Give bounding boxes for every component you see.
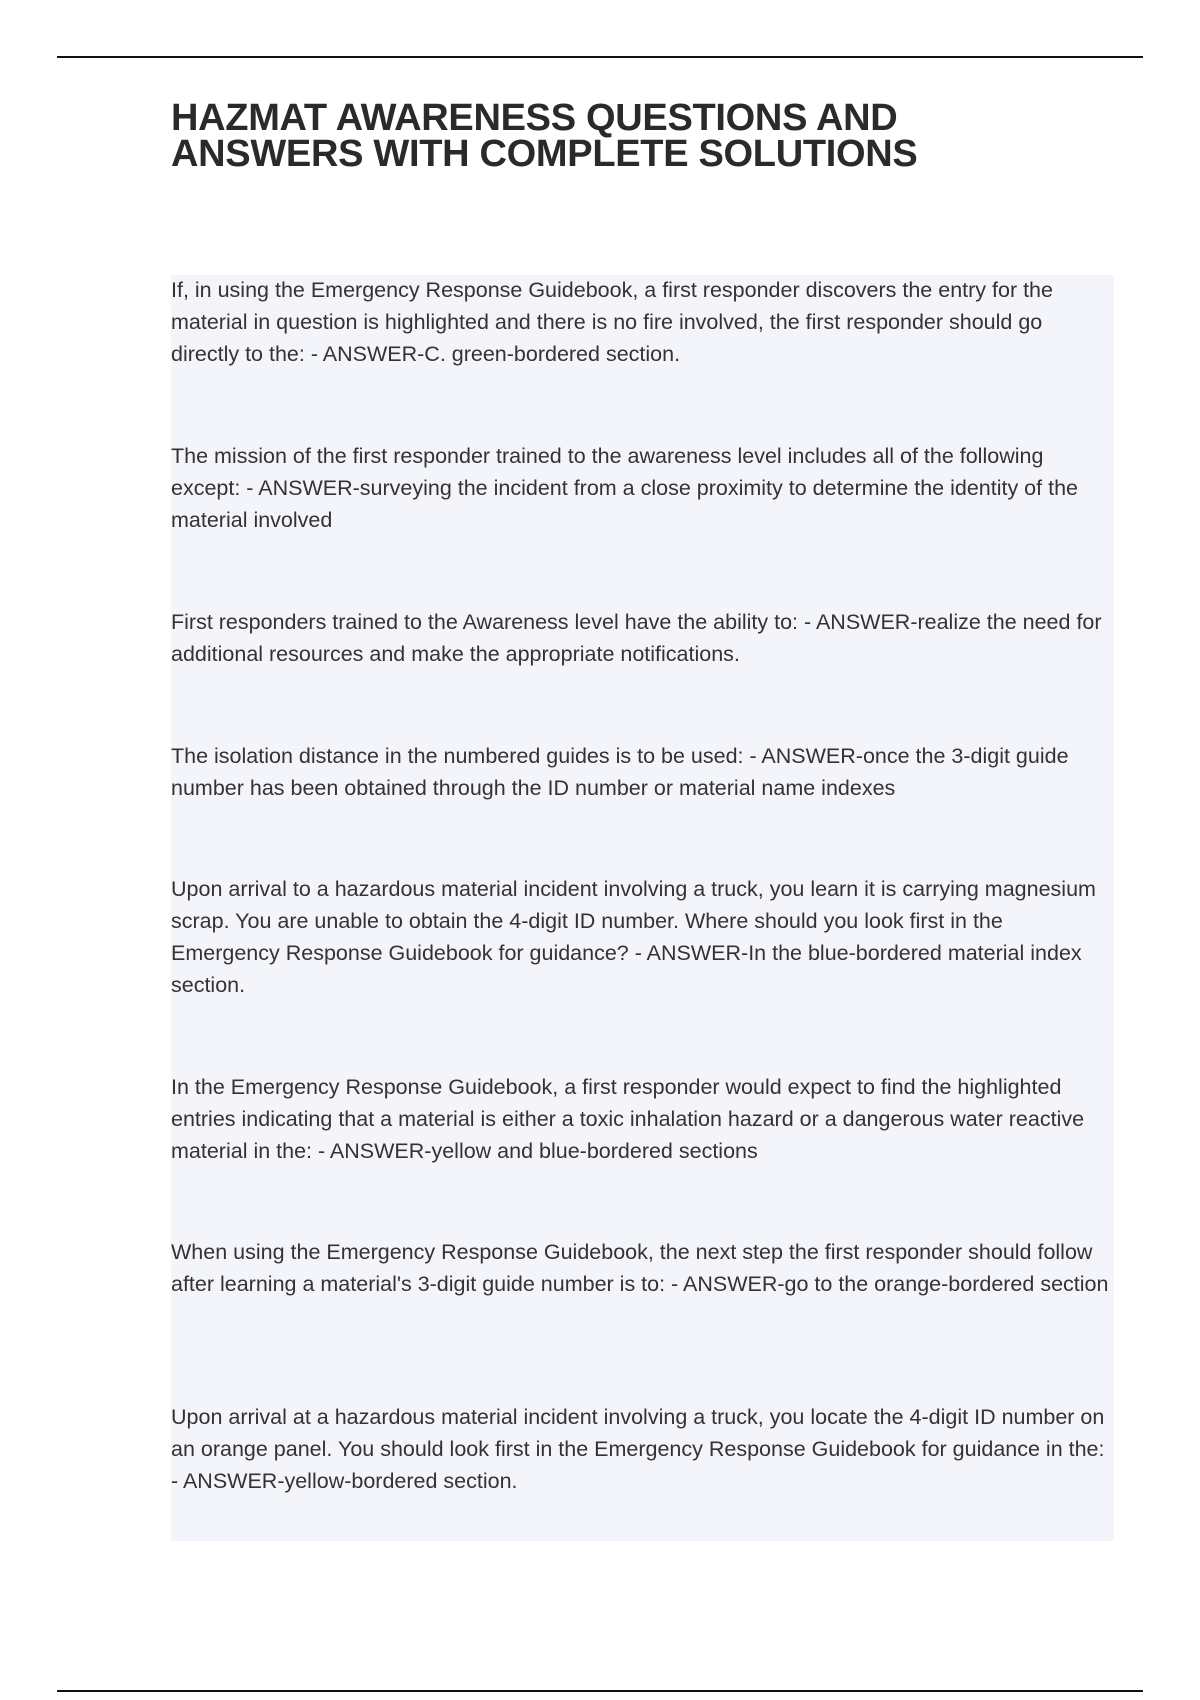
document-title: HAZMAT AWARENESS QUESTIONS AND ANSWERS WITH COMPLETE SOLUTIONS	[171, 97, 918, 175]
top-rule	[57, 56, 1143, 58]
qa-item: The mission of the first responder trained to the awareness level includes all of the following except: - ANSWER-surveying the incident from a close proximity to determine the identity of the material involved	[171, 444, 1078, 532]
bottom-rule	[57, 1690, 1143, 1692]
qa-item: The isolation distance in the numbered guides is to be used: - ANSWER-once the 3-digit guide number has been obtained through the ID number or material name indexes	[171, 744, 1069, 800]
qa-item: First responders trained to the Awareness level have the ability to: - ANSWER-realize the need for additional resources and make the appropriate notifications.	[171, 610, 1102, 666]
qa-item: When using the Emergency Response Guidebook, the next step the first responder should follow after learning a material's 3-digit guide number is to: - ANSWER-go to the orange-bordered section	[171, 1240, 1109, 1296]
qa-item: If, in using the Emergency Response Guidebook, a first responder discovers the entry for the material in question is highlighted and there is no fire involved, the first responder should go directly to the: - ANSWER-C. green-bordered section.	[171, 278, 1053, 366]
qa-item: In the Emergency Response Guidebook, a first responder would expect to find the highlighted entries indicating that a material is either a toxic inhalation hazard or a dangerous water reactive material in the: - ANSWER-yellow and blue-bordered sections	[171, 1075, 1085, 1163]
qa-item: Upon arrival to a hazardous material incident involving a truck, you learn it is carrying magnesium scrap. You are unable to obtain the 4-digit ID number. Where should you look first in the Emergency Response Guidebook for guidance? - ANSWER-In the blue-bordered material index section.	[171, 877, 1096, 997]
qa-item: Upon arrival at a hazardous material incident involving a truck, you locate the 4-digit ID number on an orange panel. You should look first in the Emergency Response Guidebook for guidance in the: - ANSWER-yellow-bordered section.	[171, 1405, 1105, 1493]
